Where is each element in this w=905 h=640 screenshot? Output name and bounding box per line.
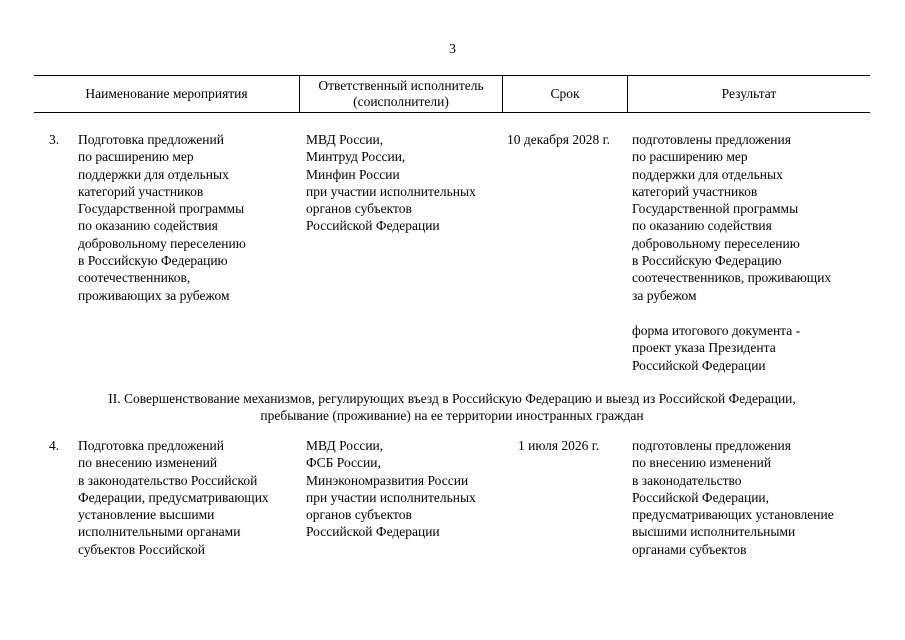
row-deadline: 1 июля 2026 г.	[518, 438, 600, 453]
row-number: 3.	[49, 132, 60, 147]
row-result: подготовлены предложения по внесению изменений в законодательство Российской Федерации, предусматривающих установление высшими исполнительными органами субъектов	[632, 438, 834, 557]
row-result-note: форма итогового документа - проект указа Президента Российской Федерации	[632, 323, 801, 373]
row-number: 4.	[49, 438, 60, 453]
table-header	[34, 75, 870, 113]
row-deadline: 10 декабря 2028 г.	[507, 132, 611, 147]
page-number: 3	[449, 42, 456, 57]
header-col-executor: Ответственный исполнитель (соисполнители)	[318, 78, 484, 109]
section-title: II. Совершенствование механизмов, регулирующих въезд в Российскую Федерацию и выезд из Российской Федерации, пребывание (проживание) на ее территории иностранных граждан	[108, 391, 796, 424]
header-col-name: Наименование мероприятия	[85, 86, 248, 101]
row-executor: МВД России, Минтруд России, Минфин России при участии исполнительных органов субъектов Российской Федерации	[306, 132, 476, 234]
header-col-deadline: Срок	[550, 86, 580, 101]
row-result: подготовлены предложения по расширению мер поддержки для отдельных категорий участников Государственной программы по оказанию содействия добровольному переселению в Российскую Федерацию соотечественников, проживающих за рубежом	[632, 132, 832, 303]
header-col-result: Результат	[721, 86, 777, 101]
row-name: Подготовка предложений по внесению изменений в законодательство Российской Федерации, предусматривающих установление высшими исполнительными органами субъектов Российской	[78, 438, 269, 557]
row-name: Подготовка предложений по расширению мер поддержки для отдельных категорий участников Государственной программы по оказанию содействия добровольному переселению в Российскую Федерацию соотечественников, проживающих за рубежом	[78, 132, 246, 303]
row-executor: МВД России, ФСБ России, Минэкономразвития России при участии исполнительных органов субъектов Российской Федерации	[306, 438, 476, 540]
